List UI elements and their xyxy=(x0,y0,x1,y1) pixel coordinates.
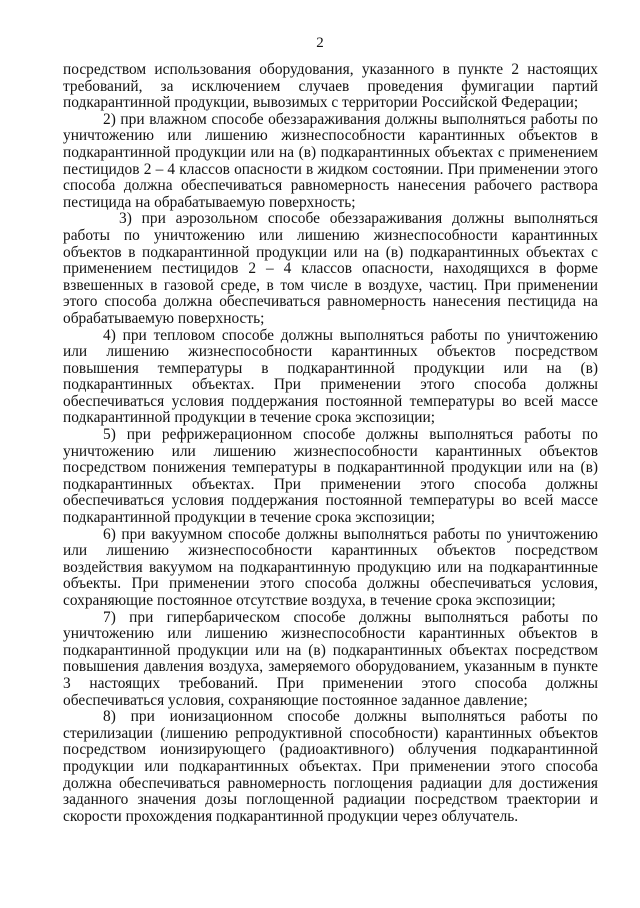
paragraph-item-7-hyperbaric-method: 7) при гипербарическом способе должны выполняться работы по уничтожению или лишению жизнеспособности карантинных объектов в подкарантинной продукции или на (в) подкарантинных объектах посредством повышения давления воздуха, замеряемого оборудованием, указанным в пункте 3 настоящих требований. При применении этого способа должны обеспечиваться условия, сохраняющие постоянное заданное давление; xyxy=(63,608,598,709)
paragraph-item-4-thermal-method: 4) при тепловом способе должны выполняться работы по уничтожению или лишению жизнеспособности карантинных объектов посредством повышения температуры в подкарантинной продукции или на (в) подкарантинных объектах. При применении этого способа должны обеспечиваться условия поддержания постоянной температуры во всей массе подкарантинной продукции в течение срока экспозиции; xyxy=(63,326,598,427)
paragraph-item-3-aerosol-method: 3) при аэрозольном способе обеззараживания должны выполняться работы по уничтожению или лишению жизнеспособности карантинных объектов в подкарантинной продукции или на (в) подкарантинных объектах с применением пестицидов 2 – 4 классов опасности, находящихся в форме взвешенных в газовой среде, в том числе в воздухе, частиц. При применении этого способа должна обеспечиваться равномерность нанесения пестицида на обрабатываемую поверхность; xyxy=(63,210,598,327)
paragraph-item-8-ionization-method: 8) при ионизационном способе должны выполняться работы по стерилизации (лишению репродуктивной способности) карантинных объектов посредством ионизирующего (радиоактивного) облучения подкарантинной продукции или подкарантинных объектах. При применении этого способа должна обеспечиваться равномерность поглощения радиации для достижения заданного значения дозы поглощенной радиации посредством траектории и скорости прохождения подкарантинной продукции через облучатель. xyxy=(63,708,598,825)
paragraph-continuation: посредством использования оборудования, указанного в пункте 2 настоящих требований, за исключением случаев проведения фумигации партий подкарантинной продукции, вывозимых с территории Российской Федерации; xyxy=(63,61,598,112)
page-number: 2 xyxy=(316,35,324,51)
paragraph-item-6-vacuum-method: 6) при вакуумном способе должны выполняться работы по уничтожению или лишению жизнеспособности карантинных объектов посредством воздействия вакуумом на подкарантинную продукцию или на подкарантинные объекты. При применении этого способа должны обеспечиваться условия, сохраняющие постоянное отсутствие воздуха, в течение срока экспозиции; xyxy=(63,525,598,609)
document-body xyxy=(63,62,598,825)
paragraph-item-5-refrigeration-method: 5) при рефрижерационном способе должны выполняться работы по уничтожению или лишению жизнеспособности карантинных объектов посредством понижения температуры в подкарантинной продукции или на (в) подкарантинных объектах. При применении этого способа должны обеспечиваться условия поддержания постоянной температуры во всей массе подкарантинной продукции в течение срока экспозиции; xyxy=(63,426,598,527)
paragraph-item-2-wet-method: 2) при влажном способе обеззараживания должны выполняться работы по уничтожению или лишению жизнеспособности карантинных объектов в подкарантинной продукции или на (в) подкарантинных объектах с применением пестицидов 2 – 4 классов опасности в жидком состоянии. При применении этого способа должна обеспечиваться равномерность нанесения рабочего раствора пестицида на обрабатываемую поверхность; xyxy=(63,110,598,211)
